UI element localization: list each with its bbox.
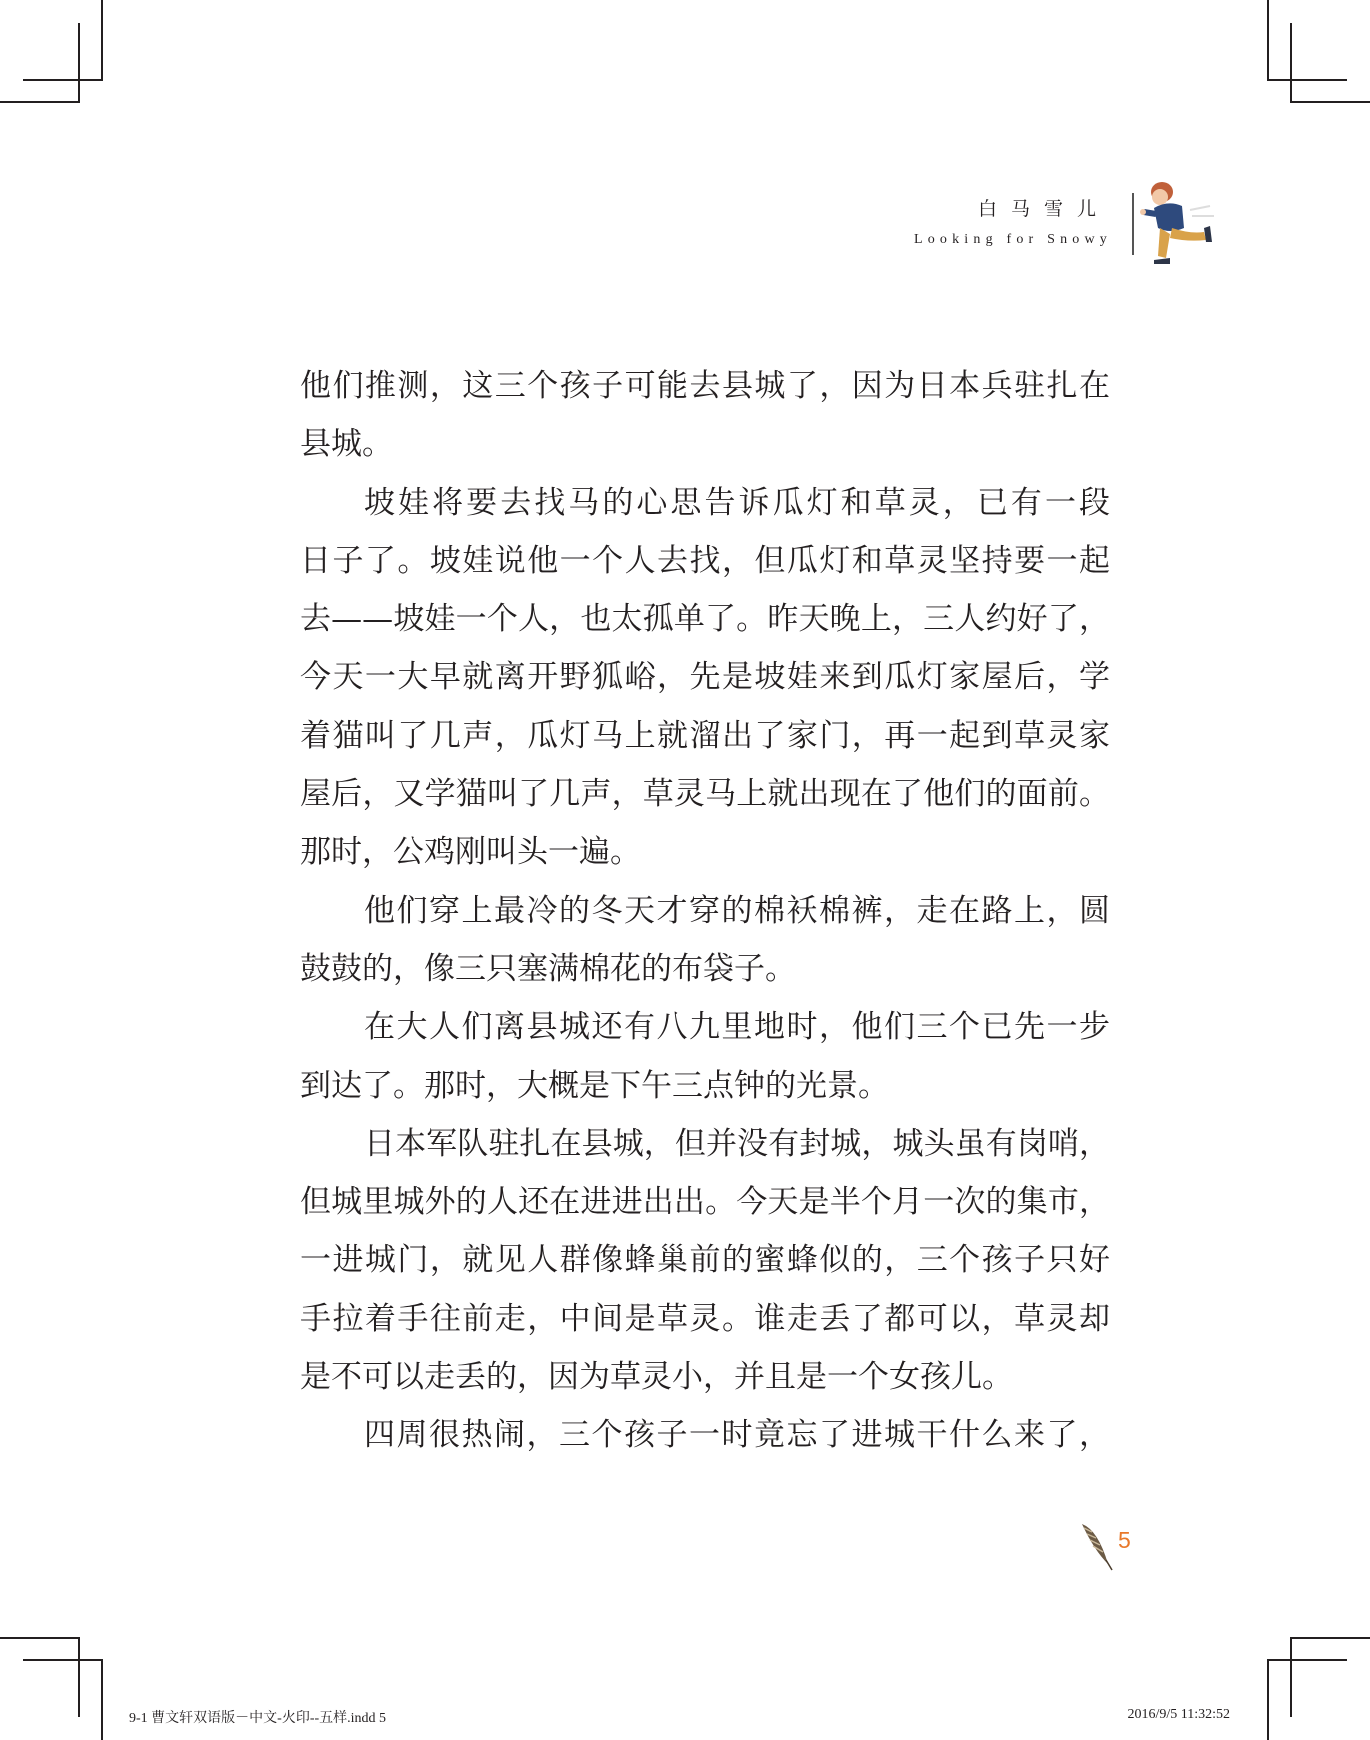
text-line: 是不可以走丢的，因为草灵小，并且是一个女孩儿。 [300, 1359, 1013, 1396]
text-line: 鼓鼓的，像三只塞满棉花的布袋子。 [300, 950, 796, 987]
text-line: 着猫叫了几声，瓜灯马上就溜出了家门，再一起到草灵家 [300, 717, 1110, 754]
text-line: 在大人们离县城还有八九里地时，他们三个已先一步 [364, 1009, 1110, 1046]
book-title-cn: 白马雪儿 [977, 198, 1110, 220]
slug-filename: 9-1 曹文轩双语版－中文-火印--五样.indd 5 [129, 1711, 387, 1726]
body-text [300, 357, 1110, 1465]
text-line: 他们穿上最冷的冬天才穿的棉袄棉裤，走在路上，圆 [364, 892, 1110, 929]
text-line: 坡娃将要去找马的心思告诉瓜灯和草灵，已有一段 [364, 484, 1110, 521]
text-line: 但城里城外的人还在进进出出。今天是半个月一次的集市， [300, 1184, 1110, 1221]
book-title-en: Looking for Snowy [913, 232, 1112, 247]
text-line: 日子了。坡娃说他一个人去找，但瓜灯和草灵坚持要一起 [300, 542, 1110, 579]
text-line: 四周很热闹，三个孩子一时竟忘了进城干什么来了， [364, 1417, 1110, 1454]
page-number: 5 [1118, 1527, 1131, 1553]
text-line: 今天一大早就离开野狐峪，先是坡娃来到瓜灯家屋后，学 [300, 659, 1110, 696]
header-divider [1132, 193, 1134, 255]
running-boy-illustration [1140, 176, 1225, 275]
feather-icon [1078, 1520, 1114, 1576]
text-line: 去——坡娃一个人，也太孤单了。昨天晚上，三人约好了， [300, 601, 1110, 638]
text-line: 到达了。那时，大概是下午三点钟的光景。 [300, 1067, 889, 1104]
slug-timestamp: 2016/9/5 11:32:52 [1127, 1707, 1230, 1722]
text-line: 一进城门，就见人群像蜂巢前的蜜蜂似的，三个孩子只好 [300, 1242, 1110, 1279]
text-line: 手拉着手往前走，中间是草灵。谁走丢了都可以，草灵却 [300, 1300, 1110, 1337]
text-line: 县城。 [300, 426, 393, 463]
text-line: 他们推测，这三个孩子可能去县城了，因为日本兵驻扎在 [300, 368, 1110, 404]
text-line: 那时，公鸡刚叫头一遍。 [300, 834, 641, 871]
text-line: 日本军队驻扎在县城，但并没有封城，城头虽有岗哨， [364, 1125, 1110, 1162]
text-line: 屋后，又学猫叫了几声，草灵马上就出现在了他们的面前。 [300, 776, 1110, 813]
